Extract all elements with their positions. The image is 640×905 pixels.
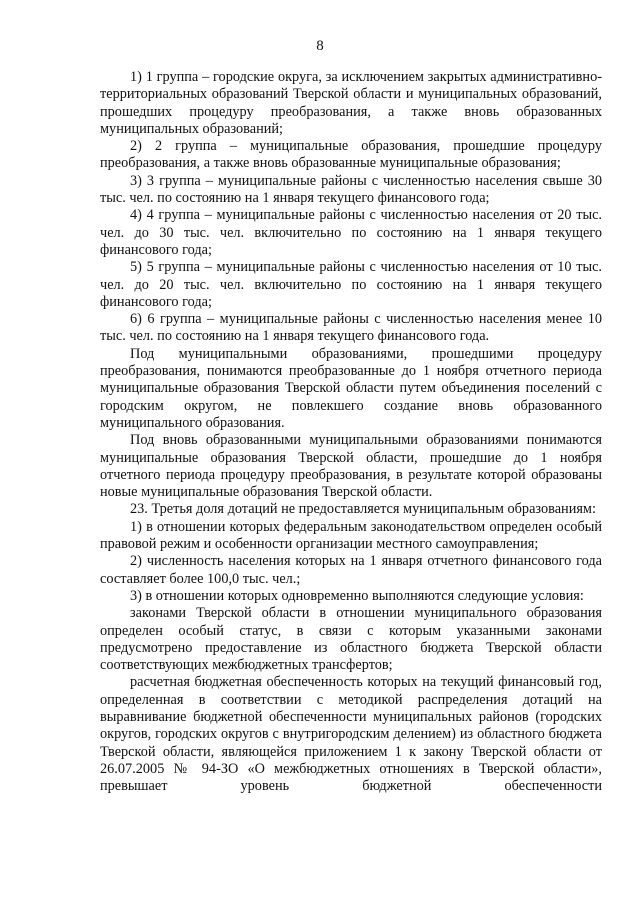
paragraph-condition-budget-sufficiency: расчетная бюджетная обеспеченность которых на текущий финансовый год, определенная в соответствии с методикой распределения дотаций на выравнивание бюджетной обеспеченности муниципальных районов (городских округов, городских округов с внутригородским делением) из областного бюджета Тверской области, являющейся приложением 1 к закону Тверской области от 26.07.2005 № 94-ЗО «О межбюджетных отношениях в Тверской области», превышает уровень бюджетной обеспеченности	[100, 674, 602, 795]
paragraph-clause-23: 23. Третья доля дотаций не предоставляется муниципальным образованиям:	[130, 501, 596, 518]
document-body	[100, 69, 602, 795]
paragraph-group-1: 1) 1 группа – городские округа, за исключением закрытых административно-территориальных образований Тверской области и муниципальных образований, прошедших процедуру преобразования, а также вновь образованных муниципальных образований;	[100, 69, 602, 137]
paragraph-new-formations-definition: Под вновь образованными муниципальными образованиями понимаются муниципальные образования Тверской области, прошедшие до 1 ноября отчетного периода процедуру преобразования, в результате которой образованы новые муниципальные образования Тверской области.	[100, 432, 602, 501]
paragraph-condition-special-status: законами Тверской области в отношении муниципального образования определен особый статус, в связи с которым указанными законами предусмотрено предоставление из областного бюджета Тверской области соответствующих межбюджетных трансфертов;	[100, 605, 602, 674]
page-number: 8	[316, 38, 324, 54]
paragraph-clause-23-item-2: 2) численность населения которых на 1 января отчетного финансового года составляет более 100,0 тыс. чел.;	[100, 553, 602, 587]
paragraph-group-4: 4) 4 группа – муниципальные районы с численностью населения от 20 тыс. чел. до 30 тыс. чел. включительно по состоянию на 1 января текущего финансового года;	[100, 207, 602, 258]
paragraph-group-3: 3) 3 группа – муниципальные районы с численностью населения свыше 30 тыс. чел. по состоянию на 1 января текущего финансового года;	[100, 172, 602, 207]
paragraph-group-6: 6) 6 группа – муниципальные районы с численностью населения менее 10 тыс. чел. по состоянию на 1 января текущего финансового года.	[100, 311, 602, 345]
paragraph-group-2: 2) 2 группа – муниципальные образования, прошедшие процедуру преобразования, а также вновь образованные муниципальные образования;	[100, 138, 602, 172]
paragraph-transformed-definition: Под муниципальными образованиями, прошедшими процедуру преобразования, понимаются преобразованные до 1 ноября отчетного периода муниципальные образования Тверской области путем объединения поселений с городским округом, не повлекшего создание вновь образованного муниципального образования.	[100, 345, 602, 431]
paragraph-clause-23-item-1: 1) в отношении которых федеральным законодательством определен особый правовой режим и особенности организации местного самоуправления;	[100, 518, 602, 553]
paragraph-group-5: 5) 5 группа – муниципальные районы с численностью населения от 10 тыс. чел. до 20 тыс. чел. включительно по состоянию на 1 января текущего финансового года;	[100, 259, 602, 310]
paragraph-clause-23-item-3: 3) в отношении которых одновременно выполняются следующие условия:	[130, 587, 584, 604]
